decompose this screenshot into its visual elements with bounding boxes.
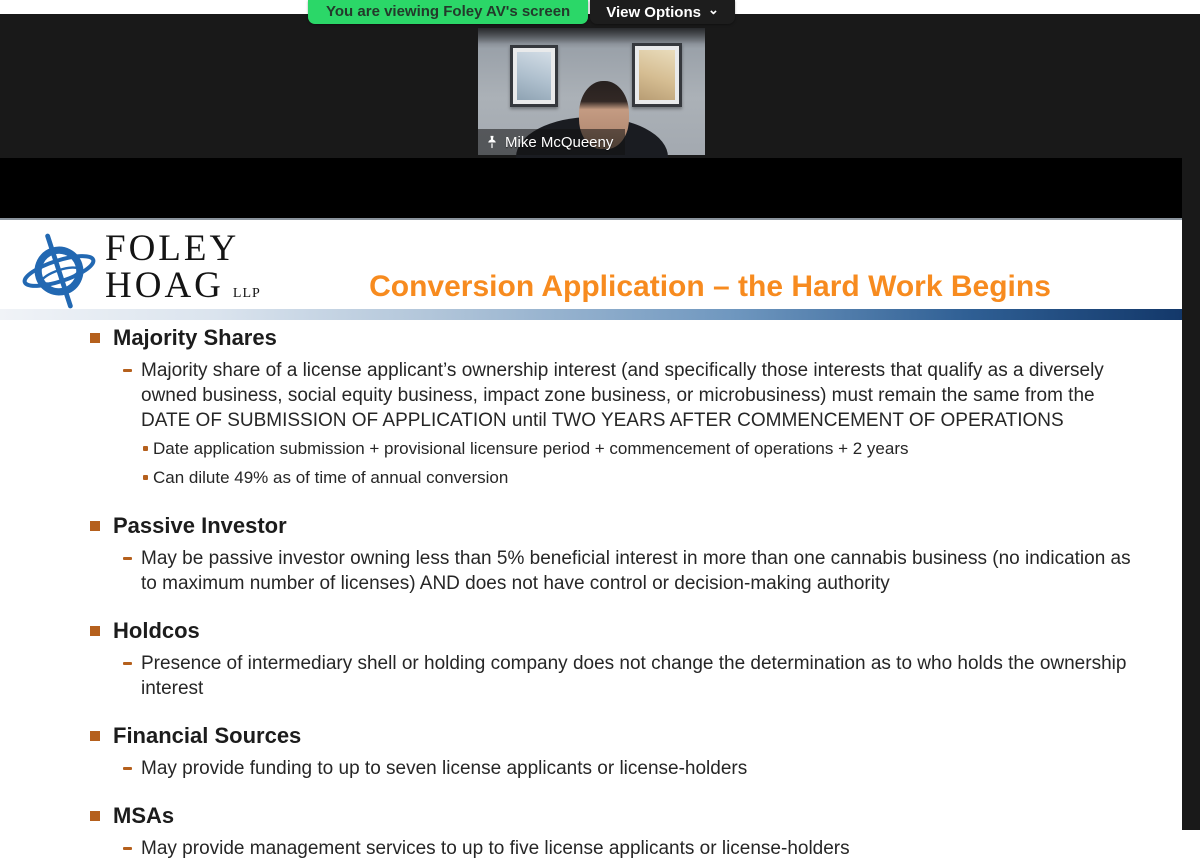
shared-slide [0, 218, 1182, 859]
section-heading: Majority Shares [113, 325, 277, 350]
section-heading: Holdcos [113, 618, 200, 643]
square-bullet-icon [90, 626, 100, 636]
section-heading: MSAs [113, 803, 175, 828]
dash-bullet-icon [123, 557, 132, 560]
speaker-video-tile[interactable] [478, 28, 705, 155]
title-divider-bar [0, 309, 1182, 320]
square-bullet-icon [90, 731, 100, 741]
logo-llp: LLP [232, 286, 261, 301]
logo-line2: HOAG [105, 265, 224, 306]
bullet-item-text: Presence of intermediary shell or holding company does not change the determination as to who holds the ownership interest [141, 653, 1127, 699]
logo-wordmark [105, 230, 261, 312]
right-dark-rail [1182, 158, 1200, 830]
wall-picture-left [510, 45, 558, 107]
bullet-item [0, 756, 1182, 781]
view-options-button[interactable] [590, 0, 735, 24]
pin-icon [485, 135, 499, 149]
square-bullet-icon [90, 521, 100, 531]
square-bullet-icon [90, 333, 100, 343]
bullet-item-text: May provide funding to up to seven license applicants or license-holders [141, 758, 748, 779]
section-heading-row [0, 618, 1182, 644]
slide-title: Conversion Application – the Hard Work Begins [369, 270, 1051, 303]
sub-bullet-item-text: Can dilute 49% as of time of annual conversion [153, 468, 509, 487]
section-heading: Financial Sources [113, 723, 302, 748]
section-heading-row [0, 723, 1182, 749]
participant-name-tag [478, 129, 625, 155]
sub-bullet-item [0, 464, 1182, 491]
wall-picture-right [632, 43, 682, 107]
dash-bullet-icon [123, 847, 132, 850]
bullet-item-text: May provide management services to up to five license applicants or license-holders [141, 838, 850, 859]
sub-bullet-item [0, 435, 1182, 462]
section-heading-row [0, 513, 1182, 539]
dash-bullet-icon [123, 662, 132, 665]
slide-content [0, 320, 1182, 861]
section-heading: Passive Investor [113, 513, 287, 538]
bullet-item-text: May be passive investor owning less than 5% beneficial interest in more than one cannabis business (no indication as to maximum number of licenses) AND does not have control or decision-making authority [141, 548, 1131, 594]
logo-line1: FOLEY [105, 228, 240, 269]
participant-name: Mike McQueeny [505, 133, 614, 151]
bullet-item [0, 651, 1182, 701]
viewing-status-pill: You are viewing Foley AV's screen [308, 0, 588, 24]
screen-share-banner [308, 0, 735, 24]
square-bullet-icon [90, 811, 100, 821]
dash-bullet-icon [123, 767, 132, 770]
bullet-item [0, 546, 1182, 596]
dash-bullet-icon [123, 369, 132, 372]
dot-bullet-icon [143, 475, 148, 480]
globe-icon [19, 231, 99, 311]
bullet-item [0, 836, 1182, 861]
shared-screen-top-letterbox [0, 158, 1182, 218]
section-heading-row [0, 803, 1182, 829]
dot-bullet-icon [143, 446, 148, 451]
bullet-item [0, 358, 1182, 433]
bullet-item-text: Majority share of a license applicant’s ownership interest (and specifically those interests that qualify as a diversely owned business, social equity business, impact zone business, or microbusiness) must remain the same from the DATE OF SUBMISSION OF APPLICATION until TWO YEARS AFTER COMMENCEMENT OF OPERATIONS [141, 360, 1104, 431]
chevron-down-icon: ⌄ [707, 2, 719, 17]
view-options-label: View Options [606, 3, 701, 21]
foley-hoag-logo [19, 230, 261, 312]
section-heading-row [0, 325, 1182, 351]
sub-bullet-item-text: Date application submission + provisional licensure period + commencement of operations + 2 years [153, 439, 909, 458]
